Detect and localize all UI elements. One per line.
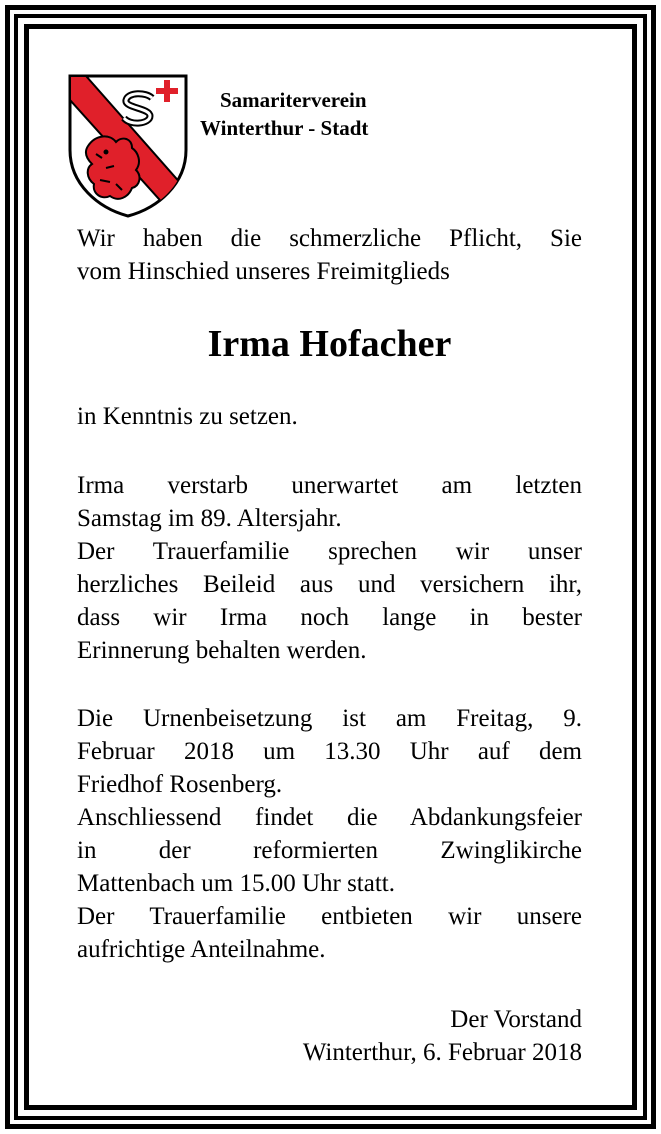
paragraph-funeral	[77, 702, 582, 966]
para2-line1: Die Urnenbeisetzung ist am Freitag, 9.	[77, 705, 582, 732]
signature-line1: Der Vorstand	[450, 1006, 582, 1033]
para2-line7: Der Trauerfamilie entbieten wir unsere	[77, 903, 582, 930]
paragraph-death	[77, 469, 582, 667]
signature-block	[77, 1003, 582, 1069]
intro-paragraph	[77, 222, 582, 288]
para1-line6: Erinnerung behalten werden.	[77, 637, 367, 664]
para2-line8: aufrichtige Anteilnahme.	[77, 936, 326, 963]
deceased-name: Irma Hofacher	[207, 323, 452, 365]
para1-line3: Der Trauerfamilie sprechen wir unser	[77, 538, 582, 565]
organization-line2: Winterthur - Stadt	[200, 116, 369, 140]
para1-line1: Irma verstarb unerwartet am letzten	[77, 472, 582, 499]
para2-line3: Friedhof Rosenberg.	[77, 771, 283, 798]
after-name-text	[77, 400, 582, 433]
para2-line2: Februar 2018 um 13.30 Uhr auf dem	[77, 738, 582, 765]
organization-name	[200, 86, 368, 142]
intro-line2: vom Hinschied unseres Freimitglieds	[77, 258, 450, 285]
para1-line2: Samstag im 89. Altersjahr.	[77, 505, 342, 532]
organization-line1: Samariterverein	[220, 88, 367, 112]
para1-line5: dass wir Irma noch lange in bester	[77, 604, 582, 631]
para1-line4: herzliches Beileid aus und versichern ihr,	[77, 571, 582, 598]
para2-line4: Anschliessend findet die Abdankungsfeier	[77, 804, 582, 831]
samaritan-crest-logo	[66, 72, 190, 218]
intro-line1: Wir haben die schmerzliche Pflicht, Sie	[77, 225, 582, 252]
para2-line6: Mattenbach um 15.00 Uhr statt.	[77, 870, 395, 897]
para2-line5: in der reformierten Zwinglikirche	[77, 837, 582, 864]
after-name-line: in Kenntnis zu setzen.	[77, 403, 298, 430]
signature-line2: Winterthur, 6. Februar 2018	[302, 1039, 582, 1066]
